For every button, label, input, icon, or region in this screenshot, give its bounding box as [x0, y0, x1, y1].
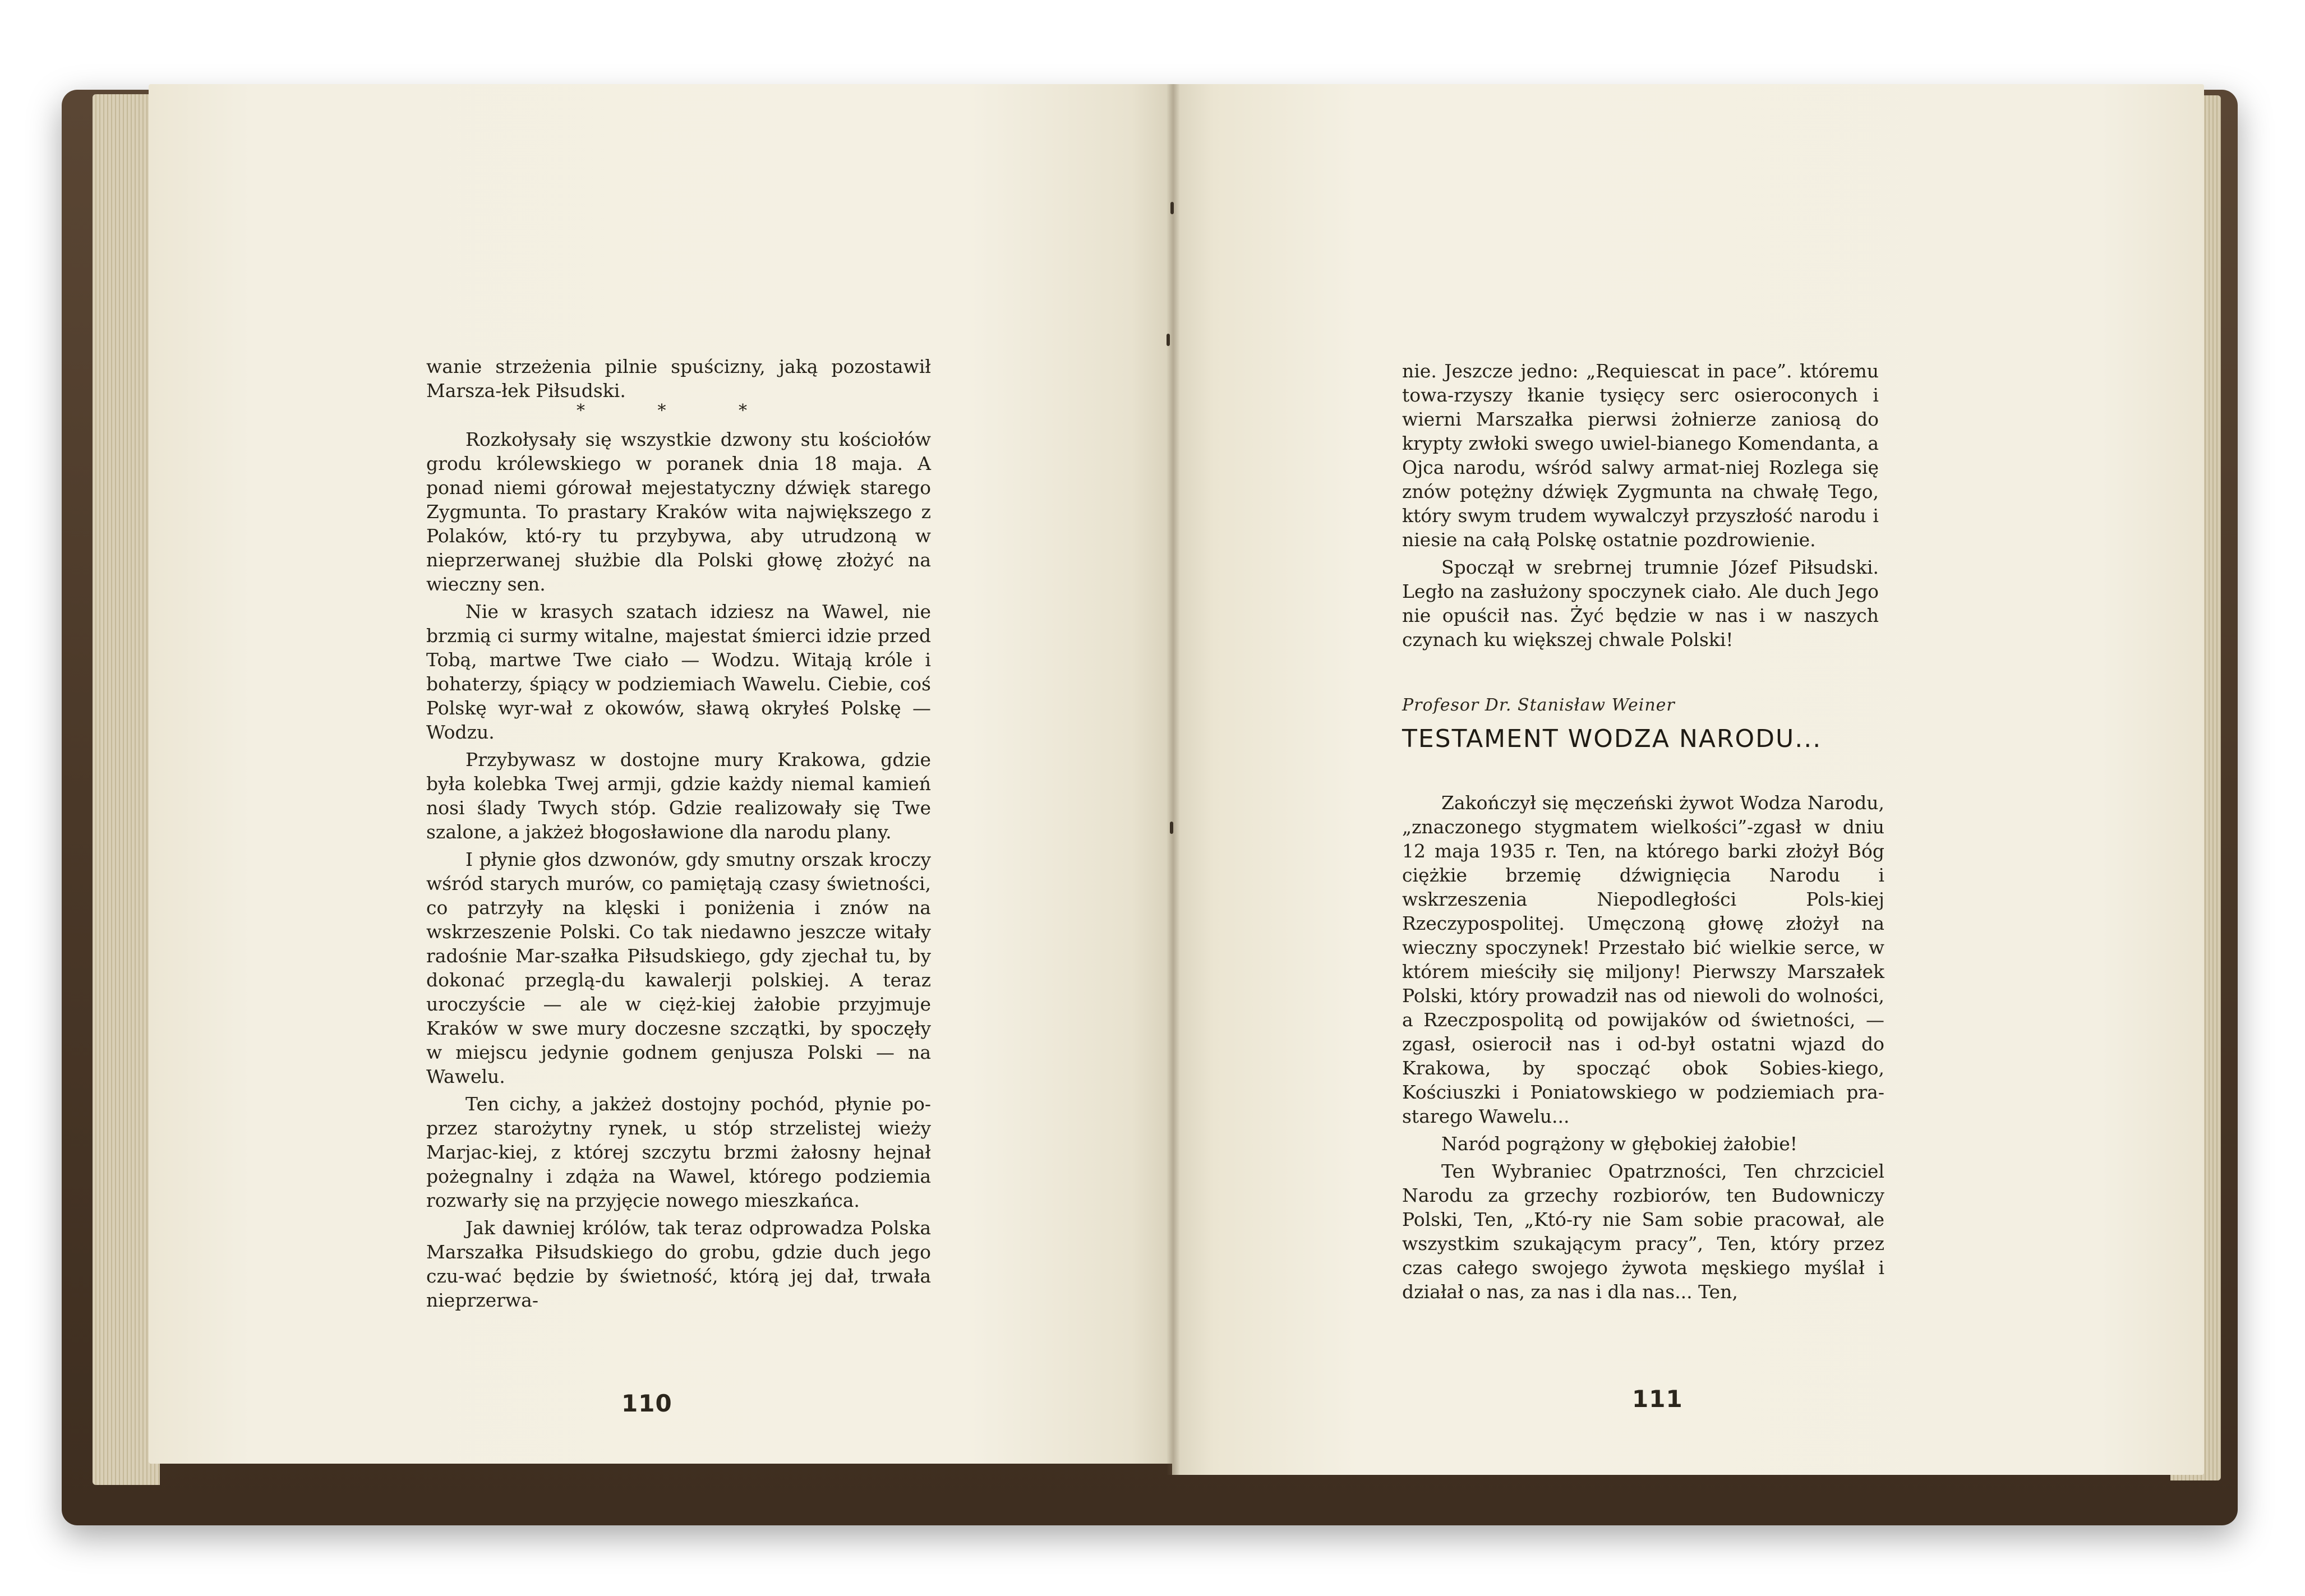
paragraph: I płynie głos dzwonów, gdy smutny orszak kroczy wśród starych murów, co pamiętają czasy świetności, co patrzyły na klęski i poniżenia i znów na wskrzeszenie Polski. Co tak niedawno jeszcze witały radośnie Mar-szałka Piłsudskiego, gdy zjechał tu, by dokonać przeglą-du kawalerji polskiej. A teraz uroczyście — ale w cięż-kiej żałobie przyjmuje Kraków w swe mury doczesne szczątki, by spoczęły w miejscu jedynie godnem genjusza Polski — na Wawelu.: [426, 848, 931, 1087]
paragraph: Spoczął w srebrnej trumnie Józef Piłsudski. Legło na zasłużony spoczynek ciało. Ale duch Jego nie opuścił nas. Żyć będzie w nas i w naszych czynach ku większej chwale Polski!: [1402, 556, 1879, 651]
book-gutter: [1167, 84, 1180, 1475]
author-byline: Profesor Dr. Stanisław Weiner: [1402, 695, 1675, 715]
paragraph: wanie strzeżenia pilnie spuścizny, jaką pozostawił Marsza-łek Piłsudski.: [426, 356, 931, 402]
paragraph: Rozkołysały się wszystkie dzwony stu kościołów grodu królewskiego w poranek dnia 18 maja. A ponad niemi górował mejestatyczny dźwięk starego Zygmunta. To prastary Kraków wita największego z Polaków, któ-ry tu przybywa, aby utrudzoną w nieprzerwanej służbie dla Polski głowę złożyć na wieczny sen.: [426, 428, 931, 595]
binding-stitch: [1170, 822, 1173, 834]
chapter-heading: TESTAMENT WODZA NARODU...: [1402, 725, 1822, 753]
paragraph: Nie w krasych szatach idziesz na Wawel, nie brzmią ci surmy witalne, majestat śmierci idzie przed Tobą, martwe Twe ciało — Wodzu. Witają króle i bohaterzy, śpiący w podziemiach Wawelu. Ciebie, coś Polskę wyr-wał z okowów, sławą okryłeś Polskę — Wodzu.: [426, 601, 931, 743]
paragraph: Przybywasz w dostojne mury Krakowa, gdzie była kolebka Twej armji, gdzie każdy niemal kamień nosi ślady Twych stóp. Gdzie realizowały się Twe szalone, a jakżeż błogosławione dla narodu plany.: [426, 749, 931, 843]
paragraph: Ten cichy, a jakżeż dostojny pochód, płynie po-przez starożytny rynek, u stóp strzelistej wieży Marjac-kiej, z której szczytu brzmi żałosny hejnał pożegnalny i zdąża na Wawel, którego podziemia rozwarły się na przyjęcie nowego mieszkańca.: [426, 1093, 931, 1211]
page-number-right: 111: [1632, 1385, 1683, 1413]
page-number-left: 110: [621, 1390, 672, 1417]
right-page-top-text: [1402, 359, 1879, 655]
paragraph: nie. Jeszcze jedno: „Requiescat in pace”. któremu towa-rzyszy łkanie tysięcy serc osieroconych i wierni Marszałka pierwsi żołnierze zaniosą do krypty zwłoki swego uwiel-bianego Komendanta, a Ojca narodu, wśród salwy armat-niej Rozlega się znów potężny dźwięk Zygmunta na chwałę Tego, który swym trudem wywalczył przyszłość narodu i niesie na całą Polskę ostatnie pozdrowienie.: [1402, 360, 1879, 551]
paragraph: Naród pogrążony w głębokiej żałobie!: [1441, 1133, 1797, 1155]
right-page-bottom-text: [1402, 791, 1884, 1307]
binding-stitch: [1170, 202, 1174, 214]
binding-stitch: [1167, 334, 1170, 346]
paragraph: Jak dawniej królów, tak teraz odprowadza Polska Marszałka Piłsudskiego do grobu, gdzie duch jego czu-wać będzie by świetność, którą jej dał, trwała nieprzerwa-: [426, 1217, 931, 1311]
left-page-text: [426, 354, 931, 1316]
paragraph: Ten Wybraniec Opatrzności, Ten chrzciciel Narodu za grzechy rozbiorów, ten Budowniczy Polski, Ten, „Któ-ry nie Sam sobie pracował, ale wszystkim szukającym pracy”, Ten, który przez czas całego swojego żywota męskiego myślał i działał o nas, za nas i dla nas... Ten,: [1402, 1160, 1884, 1303]
paragraph: Zakończył się męczeński żywot Wodza Narodu, „znaczonego stygmatem wielkości”-zgasł w dniu 12 maja 1935 r. Ten, na którego barki złożył Bóg ciężkie brzemię dźwignięcia Narodu i wskrzeszenia Niepodległości Pols-kiej Rzeczypospolitej. Umęczoną głowę złożył na wieczny spoczynek! Przestało bić wielkie serce, w którem mieściły się miljony! Pierwszy Marszałek Polski, który prowadził nas od niewoli do wolności, a Rzeczpospolitą od powijaków od świetności, — zgasł, osierocił nas i od-był ostatni wjazd do Krakowa, by spocząć obok Sobies-kiego, Kościuszki i Poniatowskiego w podziemiach pra-starego Wawelu...: [1402, 792, 1884, 1127]
section-break-stars: * * *: [576, 401, 781, 421]
